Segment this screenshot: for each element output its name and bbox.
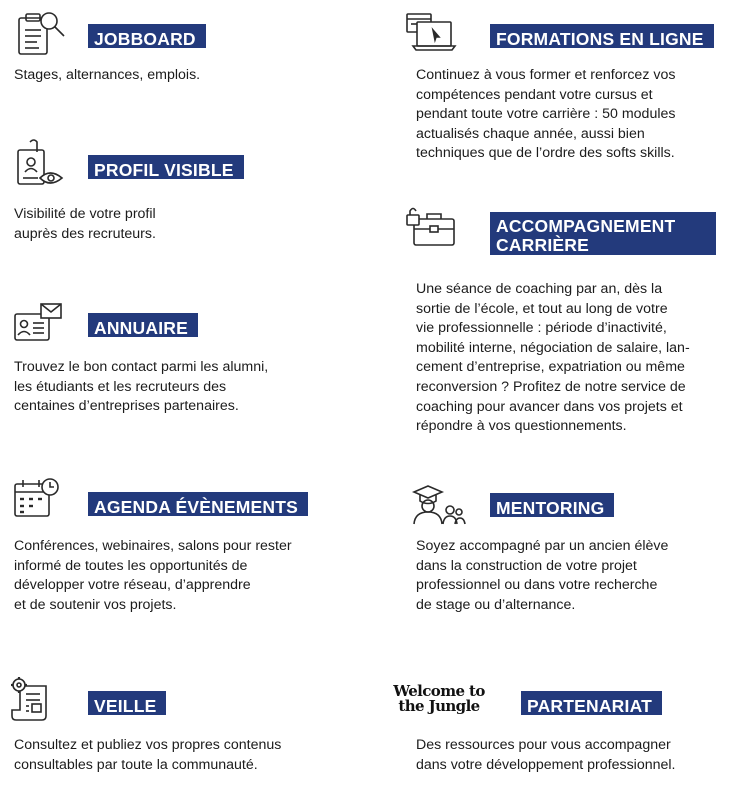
jobboard-desc: Stages, alternances, emplois. xyxy=(14,67,201,83)
annuaire-desc: Trouvez le bon contact parmi les alumni, les étudiants et les recruteurs des centaines d’entreprises partenaires. xyxy=(14,359,269,415)
calendar-clock-icon xyxy=(13,476,61,520)
graduate-people-icon xyxy=(410,484,466,526)
formations-title: FORMATIONS EN LIGNE xyxy=(490,24,714,48)
welcome-to-the-jungle-logo: Welcome to the Jungle xyxy=(393,682,485,715)
jobboard-title: JOBBOARD xyxy=(88,24,206,48)
profil-visible-title: PROFIL VISIBLE xyxy=(88,155,244,179)
computer-screen-icon xyxy=(405,10,457,54)
contact-card-mail-icon xyxy=(13,302,63,344)
veille-title: VEILLE xyxy=(88,691,166,715)
agenda-desc: Conférences, webinaires, salons pour rester informé de toutes les opportunités de développer votre réseau, d’apprendre et de soutenir vos projets. xyxy=(14,538,292,613)
accompagnement-title: ACCOMPAGNEMENT CARRIÈRE xyxy=(490,212,716,255)
accompagnement-desc: Une séance de coaching par an, dès la sortie de l’école, et tout au long de votre vie professionnelle : période d’inactivité, mobilité interne, négociation de salaire, lan- cement d’entreprise, expatriation ou même reconversion ? Profitez de notre service de coaching pour avancer dans vos projets et répondre à vos questionnements. xyxy=(416,281,690,435)
document-gear-icon xyxy=(10,676,54,722)
formations-desc: Continuez à vous former et renforcez vos compétences pendant votre cursus et pendant toute votre carrière : 50 modules actualisés chaque année, aussi bien techniques que de l’ordre des softs skills. xyxy=(416,67,676,162)
agenda-title: AGENDA ÉVÈNEMENTS xyxy=(88,492,308,516)
profile-eye-icon xyxy=(16,138,66,190)
veille-desc: Consultez et publiez vos propres contenus consultables par toute la communauté. xyxy=(14,737,282,773)
partenariat-title: PARTENARIAT xyxy=(521,691,662,715)
profil-visible-desc: Visibilité de votre profil auprès des recruteurs. xyxy=(14,206,156,242)
annuaire-title: ANNUAIRE xyxy=(88,313,198,337)
briefcase-lock-icon xyxy=(406,203,458,249)
clipboard-search-icon xyxy=(15,10,67,56)
mentoring-desc: Soyez accompagné par un ancien élève dans la construction de votre projet professionnel ou dans votre recherche de stage ou d’alternance. xyxy=(416,538,669,613)
mentoring-title: MENTORING xyxy=(490,493,614,517)
partenariat-desc: Des ressources pour vous accompagner dans votre développement professionnel. xyxy=(416,737,676,773)
